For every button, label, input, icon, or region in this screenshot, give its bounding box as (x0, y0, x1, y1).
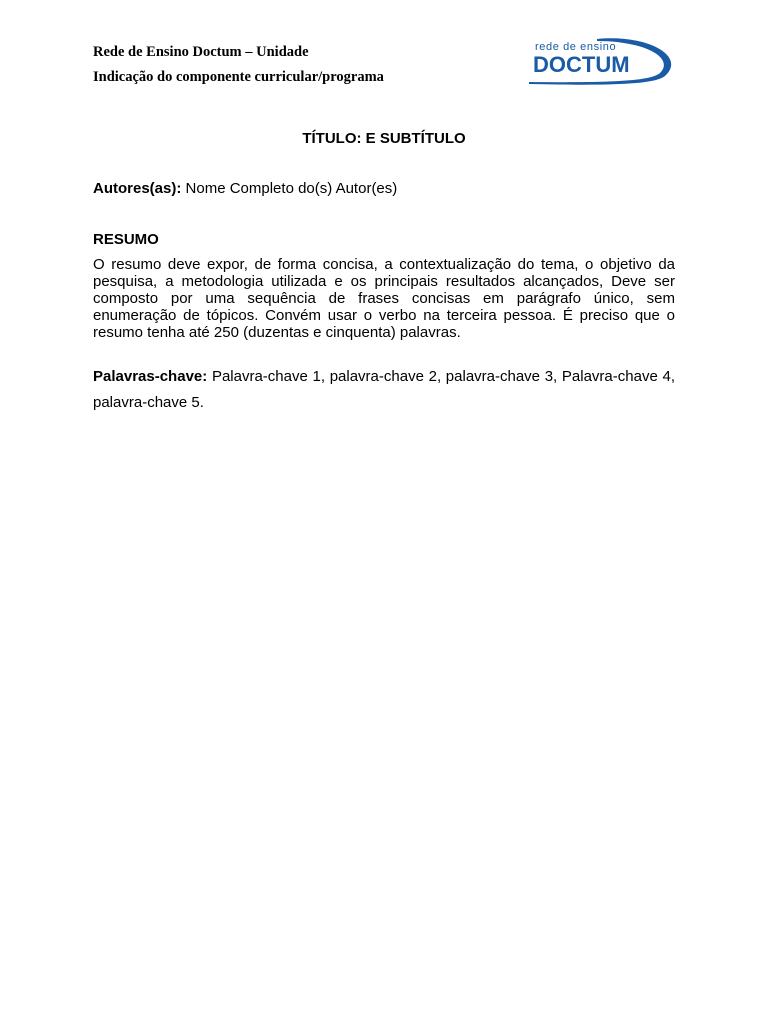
authors-label: Autores(as): (93, 180, 182, 197)
header-institution: Rede de Ensino Doctum – Unidade (93, 44, 309, 60)
logo-name: DOCTUM (533, 52, 630, 77)
doctum-logo (527, 36, 677, 86)
keywords-value: Palavra-chave 1, palavra-chave 2, palavra-chave 3, Palavra-chave 4, palavra-chave 5. (93, 368, 675, 411)
authors-line (93, 180, 397, 197)
header-component: Indicação do componente curricular/programa (93, 69, 384, 85)
logo-tagline: rede de ensino (535, 41, 617, 53)
abstract-text: O resumo deve expor, de forma concisa, a contextualização do tema, o objetivo da pesquisa, a metodologia utilizada e os principais resultados alcançados, Deve ser composto por uma sequência de frases concisas em parágrafo único, sem enumeração de tópicos. Convém usar o verbo na terceira pessoa. É preciso que o resumo tenha até 250 (duzentas e cinquenta) palavras. (93, 256, 675, 341)
abstract-heading: RESUMO (93, 231, 159, 248)
keywords-label: Palavras-chave: (93, 368, 208, 385)
document-title: TÍTULO: E SUBTÍTULO (302, 130, 466, 147)
authors-value: Nome Completo do(s) Autor(es) (185, 180, 398, 197)
keywords-line (93, 364, 675, 416)
